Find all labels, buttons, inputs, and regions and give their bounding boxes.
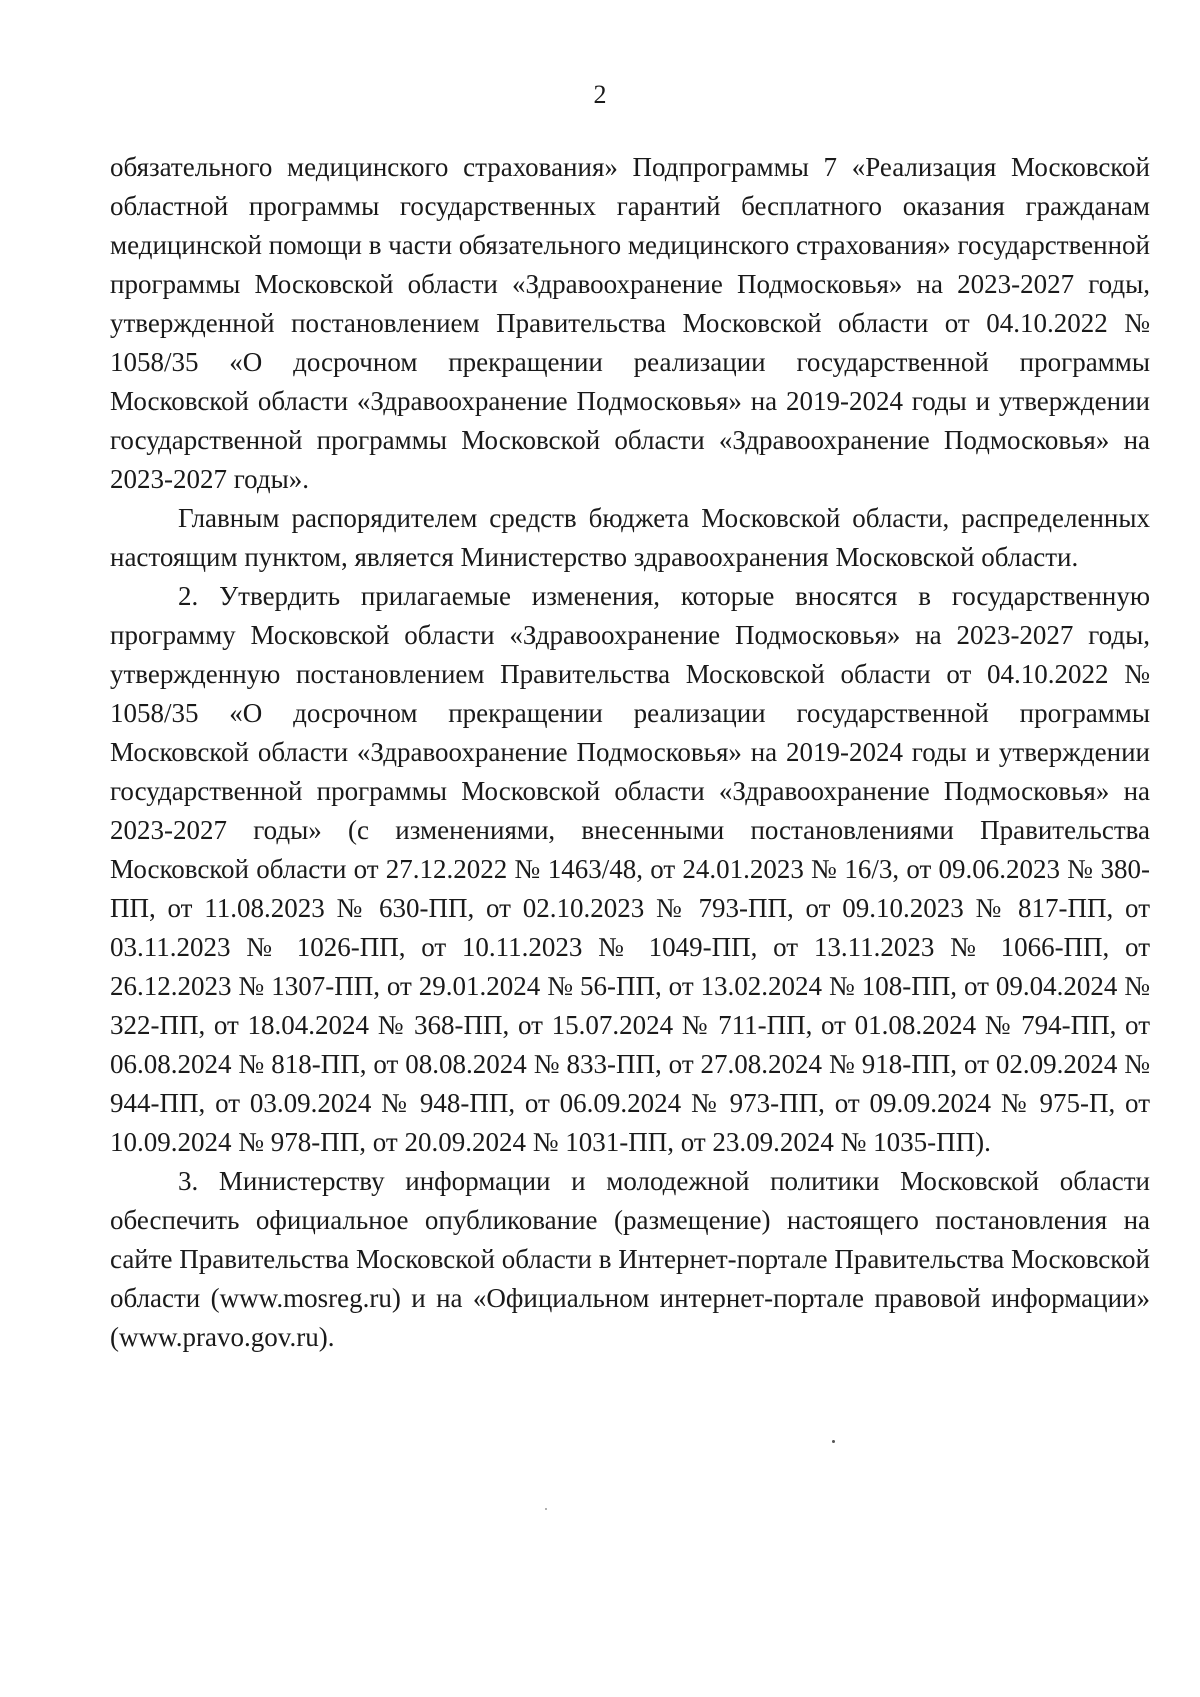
scan-speck [545, 1508, 547, 1510]
paragraph-item-3: 3. Министерству информации и молодежной политики Московской области обеспечить официальное опубликование (размещение) настоящего постановления на сайте Правительства Московской области в Интернет-портале Правительства Московской области (www.mosreg.ru) и на «Официальном интернет-портале правовой информации» (www.pravo.gov.ru). [110, 1166, 1150, 1352]
document-body [110, 148, 1150, 1357]
paragraph-item-2: 2. Утвердить прилагаемые изменения, которые вносятся в государственную программу Московской области «Здравоохранение Подмосковья» на 2023-2027 годы, утвержденную постановлением Правительства Московской области от 04.10.2022 № 1058/35 «О досрочном прекращении реализации государственной программы Московской области «Здравоохранение Подмосковья» на 2019-2024 годы и утверждении государственной программы Московской области «Здравоохранение Подмосковья» на 2023-2027 годы» (с изменениями, внесенными постановлениями Правительства Московской области от 27.12.2022 № 1463/48, от 24.01.2023 № 16/3, от 09.06.2023 № 380-ПП, от 11.08.2023 № 630-ПП, от 02.10.2023 № 793-ПП, от 09.10.2023 № 817-ПП, от 03.11.2023 № 1026-ПП, от 10.11.2023 № 1049-ПП, от 13.11.2023 № 1066-ПП, от 26.12.2023 № 1307-ПП, от 29.01.2024 № 56-ПП, от 13.02.2024 № 108-ПП, от 09.04.2024 № 322-ПП, от 18.04.2024 № 368-ПП, от 15.07.2024 № 711-ПП, от 01.08.2024 № 794-ПП, от 06.08.2024 № 818-ПП, от 08.08.2024 № 833-ПП, от 27.08.2024 № 918-ПП, от 02.09.2024 № 944-ПП, от 03.09.2024 № 948-ПП, от 06.09.2024 № 973-ПП, от 09.09.2024 № 975-П, от 10.09.2024 № 978-ПП, от 20.09.2024 № 1031-ПП, от 23.09.2024 № 1035-ПП). [110, 581, 1150, 1157]
paragraph-continuation: обязательного медицинского страхования» Подпрограммы 7 «Реализация Московской областной программы государственных гарантий бесплатного оказания гражданам медицинской помощи в части обязательного медицинского страхования» государственной программы Московской области «Здравоохранение Подмосковья» на 2023-2027 годы, утвержденной постановлением Правительства Московской области от 04.10.2022 № 1058/35 «О досрочном прекращении реализации государственной программы Московской области «Здравоохранение Подмосковья» на 2019-2024 годы и утверждении государственной программы Московской области «Здравоохранение Подмосковья» на 2023-2027 годы». [110, 152, 1150, 494]
paragraph-budget-manager: Главным распорядителем средств бюджета Московской области, распределенных настоящим пунктом, является Министерство здравоохранения Московской области. [110, 503, 1150, 572]
scan-speck [832, 1440, 835, 1443]
page-number: 2 [593, 80, 607, 109]
